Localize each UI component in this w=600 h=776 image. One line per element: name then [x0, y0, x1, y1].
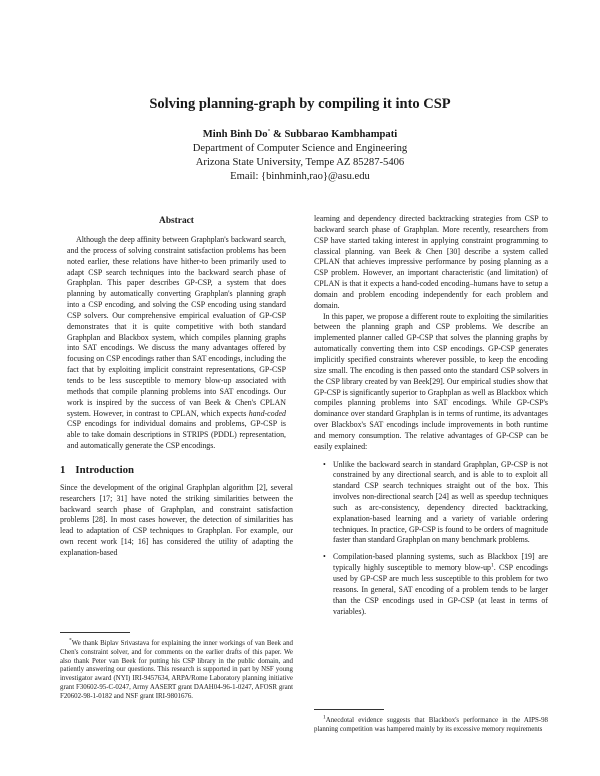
- left-column: [60, 216, 293, 559]
- advantages-list: [314, 460, 548, 618]
- bullet-icon: •: [323, 552, 326, 562]
- right-paragraph-1: learning and dependency directed backtracking strategies from CSP to backward search phase of Graphplan. More recently, researchers from CSP have started taking interest in applying constraint programming to classical planning. van Beek & Chen [30] describe a system called CPLAN that achieves impressive performance by posing planning as a CSP problem. However, an important characteristic (and limitation) of CPLAN is that it expects a hand-coded encoding–humans have to setup a domain and problem encoding independently for each problem and domain.: [314, 214, 548, 310]
- section-title: Introduction: [75, 463, 135, 476]
- right-paragraph-2: In this paper, we propose a different route to exploiting the similarities between the planning graph and CSP problems. We describe an implemented planner called GP-CSP that solves the planning graphs by automatically converting them into CSP encodings. GP-CSP generates implicitly specified constraints wherever possible, to keep the encoding size small. The encoding is then passed onto the standard CSP solvers in the CSP library created by van Beek[29]. Our empirical studies show that GP-CSP is significantly superior to Graphplan as well as Blackbox which compiles planning problems into SAT encodings. While GP-CSP's dominance over standard Graphplan is in terms of runtime, its advantages over Blackbox's SAT encodings include improvements in both runtime and memory consumption. The relative advantages of GP-CSP can be easily explained:: [314, 311, 548, 451]
- introduction-paragraph: Since the development of the original Graphplan algorithm [2], several researchers [17; 31] have noted the striking similarities between the backward search phase of Graphplan, and constraint satisfaction problems [28]. In most cases however, the detection of similarities has lead to adaptation of CSP techniques to Graphplan. For example, our own recent work [14; 16] has considered the utility of adapting the explanation-based: [60, 482, 293, 557]
- section-number: 1: [60, 463, 66, 476]
- list-item: [314, 552, 548, 617]
- list-item-text: Compilation-based planning systems, such as Blackbox [19] are typically highly susceptible to memory blow-$up^1$. CSP encodings used by GP-CSP are much less susceptible to this problem for two reasons. In general, SAT encoding of a problem tends to be larger than the CSP encodings used in GP-CSP (at least in terms of variables).: [333, 552, 548, 616]
- list-item-text: Unlike the backward search in standard Graphplan, GP-CSP is not constrained by any directional search, and is able to to exploit all standard CSP search techniques straight out of the box. This involves non-directional search [24] as well as speedup techniques such as arc-consistency, dependency directed backtracking, explanation-based learning and a variety of variable ordering techniques. In practice, GP-CSP is found to be orders of magnitude faster than standard Graphplan on many benchmark problems.: [333, 459, 548, 545]
- abstract-emphasis: hand-coded: [248, 408, 286, 418]
- footnote-star-mark: *: [69, 637, 72, 644]
- right-column: [314, 214, 548, 623]
- footnote-rule: [60, 632, 130, 633]
- author-university: Arizona State University, Tempe AZ 85287-5406: [195, 157, 405, 168]
- footnote-1-text: $^1$Anecdotal evidence suggests that Blackbox's performance in the AIPS-98 planning competition was hampered mainly by its excessive memory requirements: [314, 714, 548, 733]
- footnote-1: [314, 714, 548, 735]
- author-email: Email: {binhminh,rao}@asu.edu: [230, 171, 370, 182]
- footnote-star-text: *We thank Biplav Srivastava for explaining the inner workings of van Beek and Chen's constraint solver, and for comments on the earlier drafts of this paper. We also thank Peter van Beek for putting his CSP library in the public domain, and patiently answering our questions. This research is supported in part by NSF young investigator award (NYI) IRI-9457634, ARPA/Rome Laboratory planning initiative grant F30602-95-C-0247, Army AASERT grant DAAH04-96-1-0247, AFOSR grant F20602-98-1-0182 and NSF grant IRI-9801676.: [60, 637, 293, 700]
- author-footnote-mark: *: [267, 128, 271, 135]
- author-block: [0, 128, 600, 184]
- abstract-heading: Abstract: [159, 216, 194, 226]
- author-names: [0, 128, 600, 142]
- footnote-rule: [314, 709, 384, 710]
- author-names-first: Minh Binh Do: [202, 129, 268, 140]
- bullet-icon: •: [323, 459, 326, 469]
- author-names-second: & Subbarao Kambhampati: [272, 129, 398, 140]
- author-department: Department of Computer Science and Engineering: [192, 143, 408, 154]
- footnote-star: [60, 637, 293, 701]
- footnote-ref: 1: [490, 562, 494, 569]
- abstract-text-part2: CSP encodings for individual domains and problems, GP-CSP is able to take domain descriptions in STRIPS (PDDL) representation, and automatically generate the CSP encodings.: [67, 419, 286, 451]
- paper-title: Solving planning-graph by compiling it into CSP: [149, 96, 451, 112]
- footnote-1-mark: 1: [323, 714, 326, 721]
- introduction-heading: [60, 464, 293, 476]
- abstract-text: [67, 235, 286, 452]
- list-item: [314, 460, 548, 547]
- abstract-text-part1: Although the deep affinity between Graphplan's backward search, and the process of solving constraint satisfaction problems has been noted earlier, these relations have hither-to been primarily used to adapt CSP search techniques into the backward search phase of Graphplan. This paper describes GP-CSP, a system that does planning by automatically converting Graphplan's planning graph into a CSP encoding, and solving the CSP encoding using standard CSP solvers. Our comprehensive empirical evaluation of GP-CSP demonstrates that it is quite competitive with both standard Graphplan and Blackbox system, which compiles planning graphs into SAT encodings. We discuss the many advantages offered by focusing on CSP encodings rather than SAT encodings, including the fact that by exploiting implicit constraint representations, GP-CSP tends to be less susceptible to memory blow-up associated with methods that compile planning problems into SAT encodings. Our work is inspired by the success of van Beek & Chen's CPLAN system. However, in contrast to CPLAN, which expects: [67, 235, 286, 418]
